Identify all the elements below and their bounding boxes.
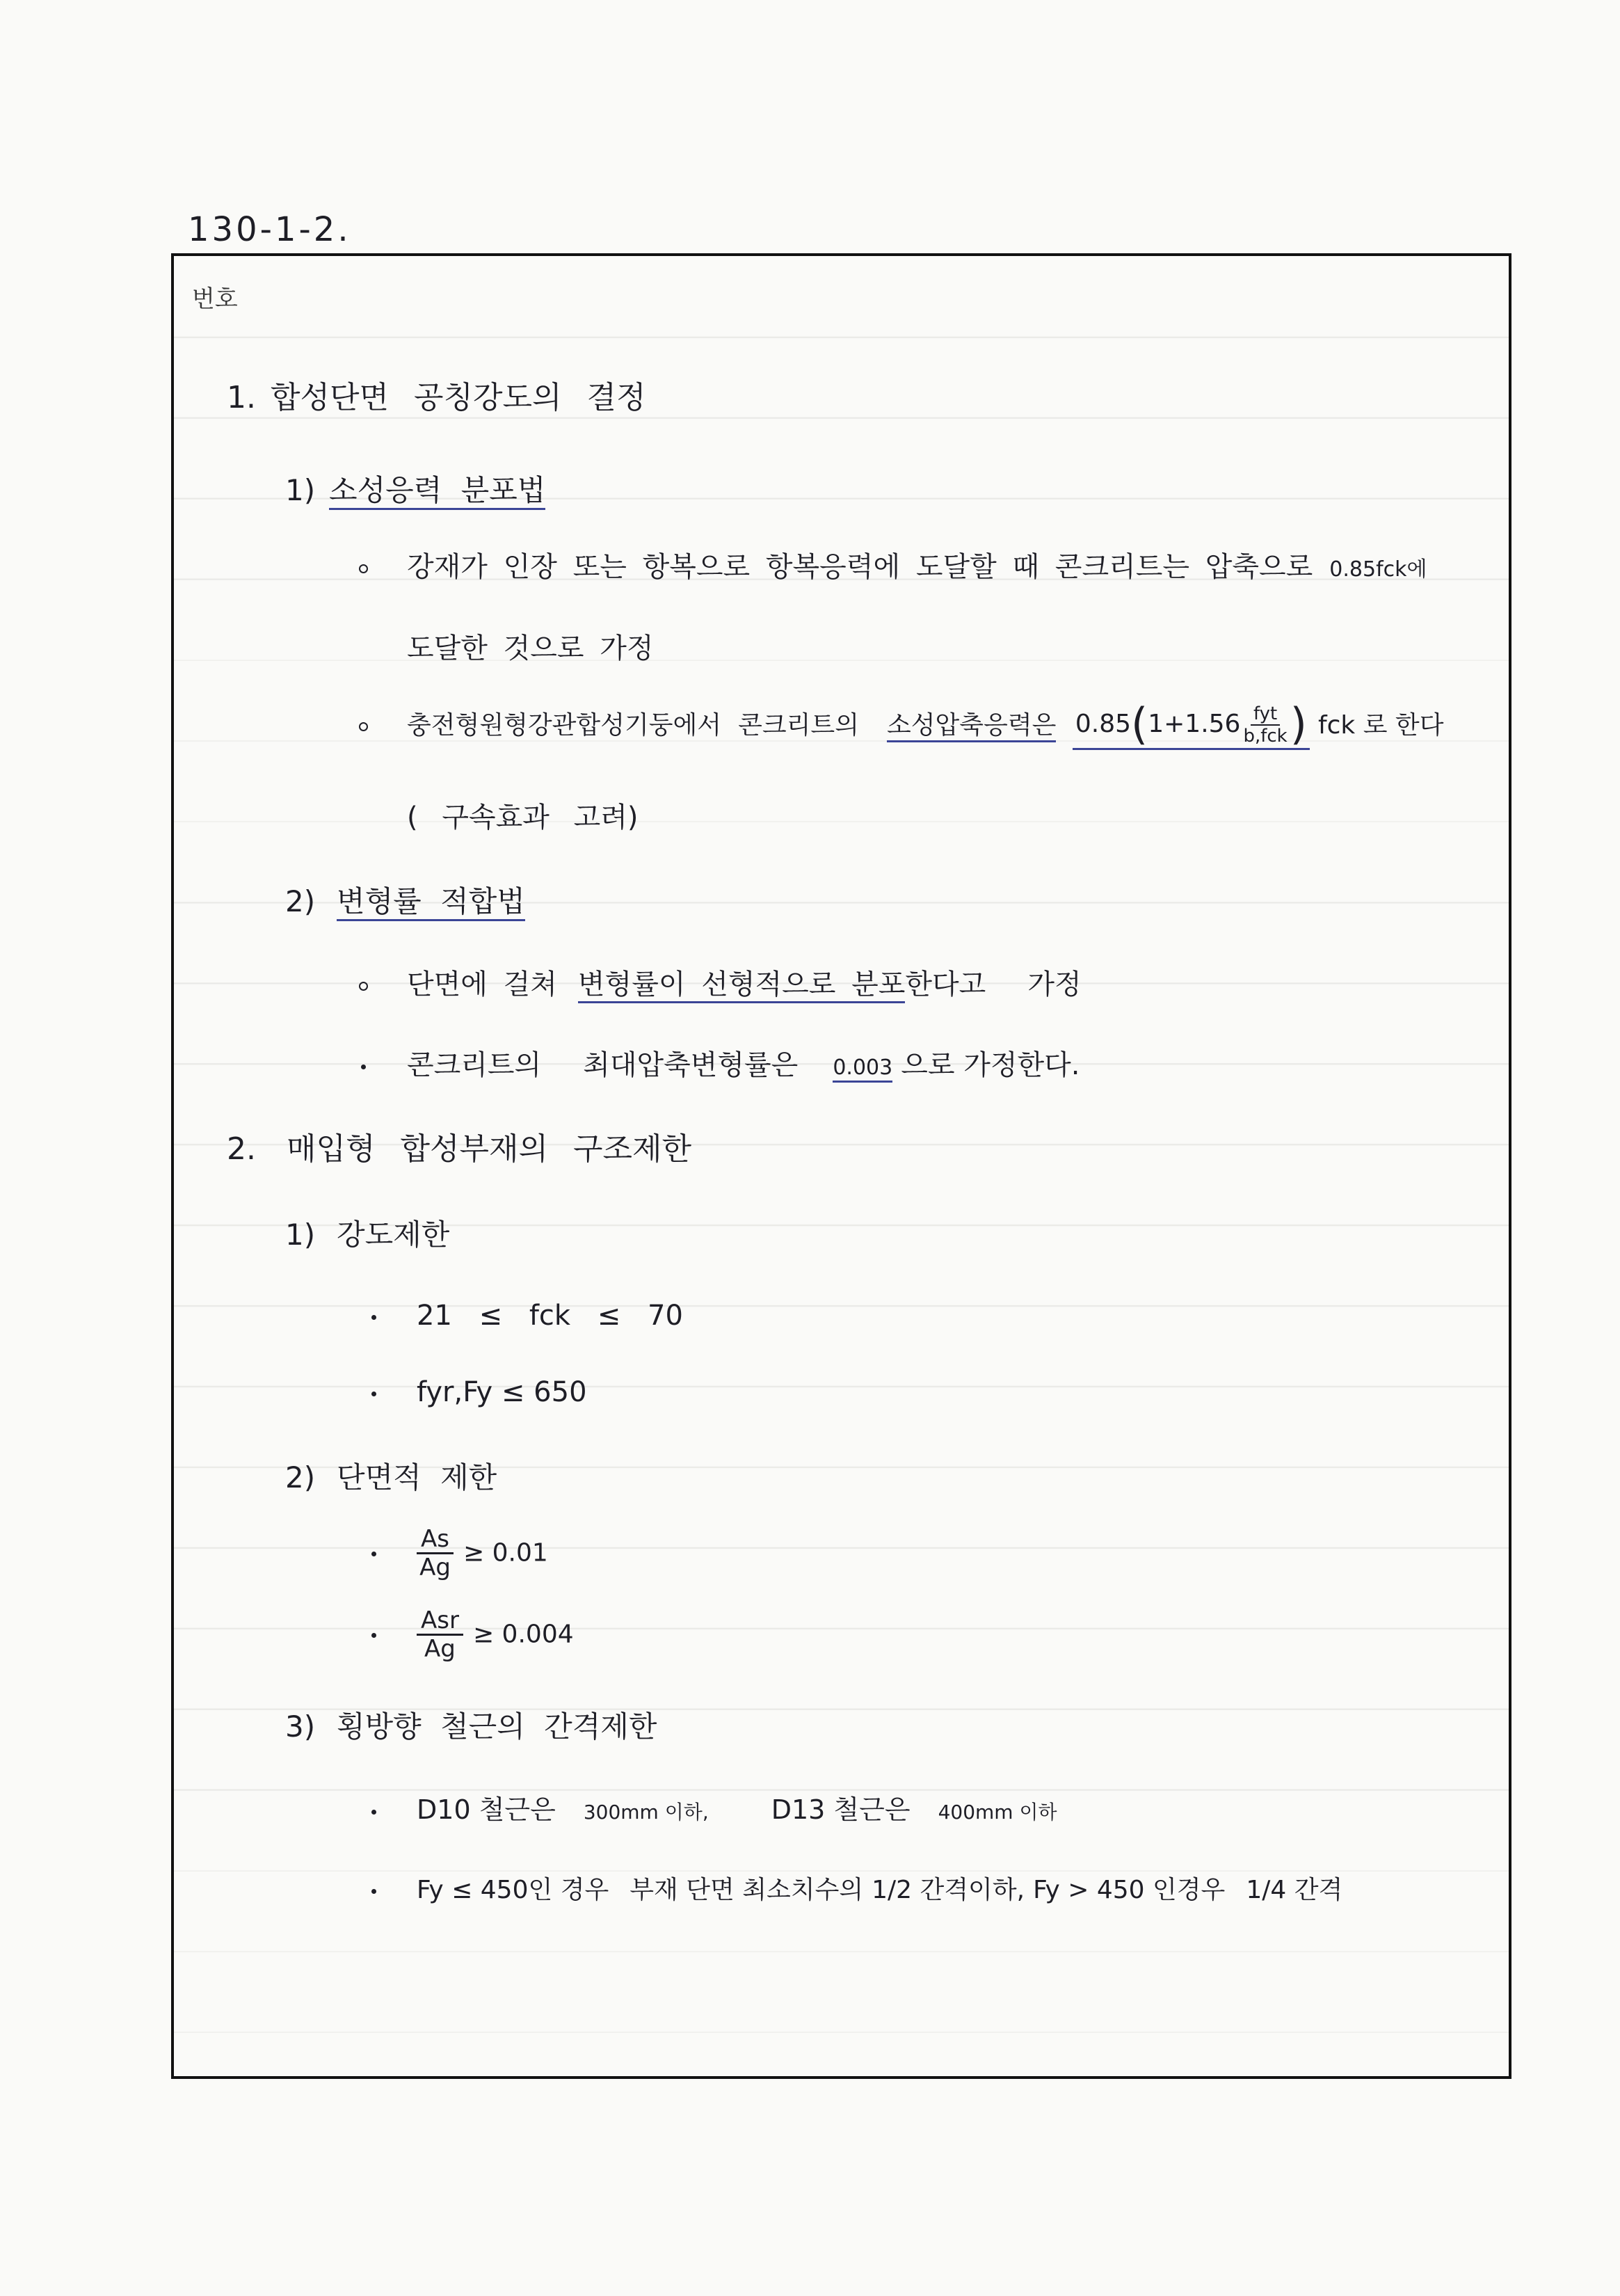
- section-number: 2.: [227, 1131, 256, 1167]
- bullet-icon: [364, 1884, 417, 1898]
- subsection-number: 1): [285, 473, 316, 507]
- list-item: [364, 1373, 1492, 1412]
- area-ratio-fraction: [417, 1526, 454, 1581]
- item-text: 변형률이 선형적으로 분포: [578, 968, 905, 1003]
- item-text: 1/4 간격: [1246, 1876, 1343, 1904]
- subsection-heading: [285, 1707, 1492, 1746]
- item-text: 으로 가정한다.: [901, 1049, 1080, 1081]
- fraction-denominator: Ag: [424, 1635, 456, 1662]
- list-item: [353, 548, 1492, 589]
- item-text: 300mm 이하,: [583, 1801, 709, 1824]
- subsection-title: 강도제한: [337, 1218, 450, 1252]
- bullet-icon: [353, 979, 407, 993]
- item-text: 0.003: [833, 1055, 892, 1083]
- formula: [1073, 703, 1310, 750]
- section-heading: [227, 1130, 1492, 1169]
- item-text: 소성압축응력은: [887, 711, 1056, 742]
- formula-numerator: fyt: [1251, 703, 1280, 726]
- item-text: 단면에 걸쳐: [407, 968, 557, 1000]
- page-number: 130-1-2.: [188, 210, 351, 249]
- bullet-icon: [364, 1387, 417, 1401]
- subsection-title: 단면적 제한: [337, 1460, 497, 1494]
- item-text: Fy > 450 인경우: [1033, 1876, 1226, 1904]
- list-item: [353, 703, 1492, 750]
- subsection-number: 1): [285, 1218, 316, 1252]
- item-text: D13 철근은: [771, 1794, 911, 1825]
- formula-term: 1+1.56: [1148, 710, 1241, 738]
- subsection-heading: [285, 1215, 1492, 1254]
- subsection-title: 소성응력 분포법: [329, 473, 545, 510]
- subsection-title: 변형률 적합법: [337, 884, 525, 921]
- item-text: 1/2 간격이하,: [872, 1876, 1025, 1904]
- item-continuation: 도달한 것으로 가정: [407, 632, 654, 664]
- formula-close-paren: ): [1290, 703, 1307, 749]
- area-ratio-fraction: [417, 1607, 463, 1662]
- item-text: 한다고: [905, 968, 986, 1000]
- subsection-number: 3): [285, 1709, 316, 1744]
- subsection-heading: [285, 882, 1492, 921]
- item-text: 21 ≤ fck ≤ 70: [417, 1300, 683, 1332]
- list-item: [364, 1296, 1492, 1335]
- bullet-icon: [364, 1547, 417, 1561]
- section-title: 합성단면 공칭강도의 결정: [271, 380, 646, 415]
- subsection-heading: [285, 1458, 1492, 1497]
- answer-sheet: [171, 253, 1511, 2079]
- bullet-icon: [364, 1628, 417, 1642]
- item-text: 부재 단면 최소치수의: [629, 1876, 864, 1904]
- bullet-icon: [353, 561, 407, 575]
- section-number: 1.: [227, 380, 256, 415]
- bullet-icon: [364, 1805, 417, 1819]
- item-text: 0.85fck에: [1329, 557, 1427, 582]
- formula-denominator: b,fck: [1243, 726, 1288, 747]
- list-item: [353, 1046, 1492, 1087]
- list-item: [364, 1790, 1492, 1832]
- list-item: [364, 1607, 1492, 1662]
- section-heading: [227, 378, 1492, 417]
- subsection-number: 2): [285, 884, 316, 918]
- formula-open-paren: (: [1131, 703, 1148, 749]
- subsection-number: 2): [285, 1460, 316, 1494]
- bullet-icon: [364, 1310, 417, 1324]
- bullet-icon: [353, 1060, 407, 1074]
- fraction-denominator: Ag: [419, 1554, 451, 1581]
- item-text: 최대압축변형률은: [583, 1049, 799, 1081]
- bullet-icon: [353, 719, 407, 733]
- item-text: 가정: [1027, 968, 1082, 1000]
- fraction-relation: ≥ 0.004: [472, 1620, 574, 1649]
- item-text: 콘크리트의: [738, 711, 859, 740]
- item-text: 충전형원형강관합성기둥에서: [407, 711, 722, 740]
- item-text: 강재가 인장 또는 항복으로 항복응력에 도달할 때 콘크리트는 압축으로: [407, 551, 1313, 583]
- item-text: 400mm 이하: [938, 1801, 1057, 1824]
- item-continuation: ( 구속효과 고려): [407, 802, 639, 834]
- subsection-heading: [285, 471, 1492, 510]
- item-text: D10 철근은: [417, 1794, 556, 1825]
- fraction-numerator: Asr: [417, 1607, 463, 1636]
- fraction-numerator: As: [417, 1526, 454, 1554]
- list-item: [364, 1526, 1492, 1581]
- number-label: 번호: [192, 285, 238, 313]
- item-text: fyr,Fy ≤ 650: [417, 1376, 587, 1408]
- item-text: fck 로 한다: [1317, 711, 1444, 740]
- formula-coefficient: 0.85: [1075, 710, 1132, 738]
- item-text: Fy ≤ 450인 경우: [417, 1876, 609, 1904]
- section-title: 매입형 합성부재의 구조제한: [287, 1131, 692, 1167]
- item-text: 콘크리트의: [407, 1049, 542, 1081]
- formula-fraction: [1243, 703, 1287, 747]
- list-item: [364, 1871, 1492, 1910]
- subsection-title: 횡방향 철근의 간격제한: [337, 1709, 657, 1744]
- list-item: [353, 965, 1492, 1004]
- fraction-relation: ≥ 0.01: [463, 1538, 548, 1568]
